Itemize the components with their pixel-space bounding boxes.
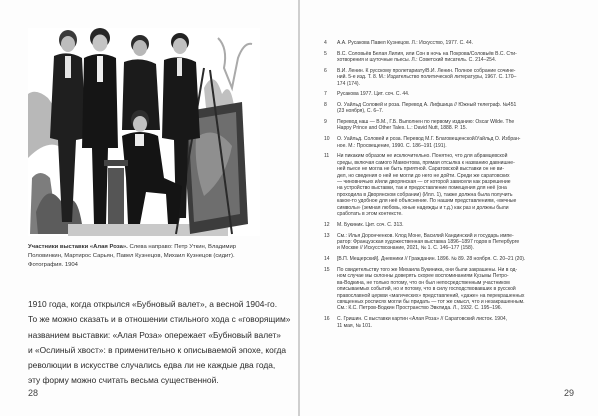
endnote <box>324 153 586 218</box>
endnote-line: символы» (земная любовь, юные надежды и т.д.) как раз и должны были <box>337 204 509 211</box>
endnote-line: описываемых событий, но и потому, что в силу господствовавших в русской <box>337 286 516 293</box>
text-line: революции в искусстве случались едва ли не каждые два года, <box>28 360 276 371</box>
endnote-line: Ни пикаким образом не исключительно. Понятно, что для абрамцевской <box>337 153 508 160</box>
endnote-number: 9 <box>324 119 327 126</box>
page-number-right: 29 <box>564 388 575 398</box>
endnote-line: дел, но сведения о ней не могли до него не дойти. Среди же саратовских <box>337 172 510 179</box>
endnote-line: и Москве // Искусствознание, 2021, № 1. С. 146–177 (158). <box>337 245 474 252</box>
endnote-line: См.: Илья Доронченков. Клод Моне, Василий Кандинский и государь импе- <box>337 232 514 239</box>
endnote-line: какое-то удобное для неё объяснение. По нашим представлениям, «вечные <box>337 198 517 205</box>
text-line: названием выставки: «Алая Роза» опережает «Бубновый валет» <box>28 329 281 340</box>
endnote-number: 16 <box>324 316 330 323</box>
endnote-number: 13 <box>324 232 330 239</box>
right-page <box>300 0 598 416</box>
endnote-line: среды, включая самого Мамонтова, прямая отсылка к названию давнишне- <box>337 159 515 166</box>
endnote-line: православной церкви «магических» представлений, «даже» на перекрашенных <box>337 292 525 299</box>
endnote-line: В.С. Соловьёв Белая Лилия, или Сон в ночь на Покрова/Соловьёв В.С. Сти- <box>337 50 517 57</box>
endnote <box>324 256 586 262</box>
endnotes-list <box>324 40 586 333</box>
endnote-line: [В.П. Мещерский]. Дневники // Гражданин. 1896. № 89. 28 ноября. С. 20–21 (20). <box>337 256 526 263</box>
endnote-number: 8 <box>324 101 327 108</box>
endnote-line: ратор: Французская художественная выставка 1896–1897 годов в Петербурге <box>337 239 520 246</box>
endnote-line: ное. М.: Просвещение, 1990. С. 186–191 (191). <box>337 142 447 149</box>
endnote-number: 11 <box>324 153 330 160</box>
endnote-number: 7 <box>324 91 327 98</box>
endnote-line: ней пьесе не могла не быть приятной. Саратовской выставки он не ви- <box>337 166 505 173</box>
left-page <box>0 0 298 416</box>
text-line: и «Ослиный хвост»: в применительно к описываемой эпохе, когда <box>28 344 287 355</box>
endnote-line: на устройство выставки, так и предоставление помещения для неё (она <box>337 185 507 192</box>
endnote-line: О. Уайльд. Соловей и роза. Перевод М.Г. Благовещенской/Уайльд О. Избран- <box>337 136 521 143</box>
photo-caption <box>28 243 264 270</box>
endnote-line: А.А. Русакова Павел Кузнецов. Л.: Искусство, 1977. С. 44. <box>337 40 474 46</box>
endnote-line: сработать в этом контексте. <box>337 211 403 218</box>
endnote-number: 14 <box>324 256 330 263</box>
endnote <box>324 51 586 64</box>
endnote-line: С. Гришин. С выставки картин «Алая Роза» // Саратовский листок. 1904, <box>337 316 508 323</box>
caption-line: Половинкин, Мартирос Сарьян, Павел Кузнецов, Михаил Кузнецов (сидит). <box>28 252 235 259</box>
endnote-number: 6 <box>324 67 327 74</box>
endnote-line: хотворения и шуточные пьесы. Л.: Советский писатель. С. 214–254. <box>337 57 497 64</box>
endnote-line: 11 мая, № 101. <box>337 322 373 329</box>
endnote-line: священных росписях могли бы придать — тот же смысл, что и незакрашенным. <box>337 299 525 306</box>
endnote <box>324 119 586 132</box>
endnote <box>324 102 586 115</box>
endnote-number: 4 <box>324 40 327 46</box>
photograph-image <box>28 28 260 236</box>
endnote <box>324 222 586 228</box>
endnote-line: См.: К.С. Петров-Водкин Пространство Эвклида. Л., 1932. С. 195–196. <box>337 305 502 312</box>
endnote-line: Happy Prince and Other Tales. L.: David Nutt, 1888. P. 15. <box>337 125 467 132</box>
endnote <box>324 68 586 87</box>
endnote-line: О. Уайльд Соловей и роза. Перевод А. Лифшица // Южный телеграф. №451 <box>337 101 517 108</box>
page-number-left: 28 <box>28 388 39 398</box>
endnote <box>324 40 586 46</box>
endnote-line: 174 (174). <box>337 80 361 87</box>
endnote-number: 5 <box>324 50 327 57</box>
endnote-line: — чиновничьих и/или дворянская — от которой зависели как разрешение <box>337 179 511 186</box>
endnote-number: 15 <box>324 266 330 273</box>
endnote-line: ном случае мы склонны доверять скорее воспоминаниям Кузьмы Петро- <box>337 273 509 280</box>
endnote-line: ва-Водкина, не только потому, что он был непосредственным участником <box>337 279 510 286</box>
endnote <box>324 316 586 329</box>
group-photograph <box>28 28 260 236</box>
endnote <box>324 233 586 252</box>
main-text <box>28 297 291 389</box>
caption-line: Фотография. 1904 <box>28 261 78 268</box>
caption-title: Участники выставки «Алая Роза». <box>28 244 128 250</box>
endnote-line: Перевод наш — В.М., Г.Б. Выполнен по первому изданию: Oscar Wilde. The <box>337 119 515 126</box>
text-line: эту форму можно считать весьма существенной. <box>28 375 219 386</box>
endnote-line: В.И. Ленин. К русскому пролетариату/В.И. Ленин. Полное собрание сочине- <box>337 67 516 74</box>
text-line: То же можно сказать и в отношении стильного хода с «говорящим» <box>28 314 291 325</box>
endnote-line: По свидетельству того же Михаила Букиника, они были закрашены. Ни в од- <box>337 266 518 273</box>
endnote <box>324 136 586 149</box>
text-line: 1910 года, когда открылся «Бубновый валет», а весной 1904-го. <box>28 299 278 309</box>
endnote-line: М. Букиник. Цит. соч. С. 313. <box>337 221 404 228</box>
endnote <box>324 267 586 312</box>
endnote-line: Русакова 1977. Цит. соч. С. 44. <box>337 91 410 98</box>
endnote-line: проходила в Дворянском собрании) (Илл. 1), также должна была получить <box>337 191 513 198</box>
endnote-number: 12 <box>324 221 330 228</box>
endnote-line: ний. 5-е изд. Т. 8. М.: Издательство политической литературы, 1967. С. 170– <box>337 74 517 81</box>
caption-line: Слева направо: Петр Уткин, Владимир <box>129 244 237 250</box>
endnote <box>324 91 586 97</box>
endnote-number: 10 <box>324 136 330 143</box>
endnote-line: (23 ноября), С. 6–7. <box>337 108 384 115</box>
